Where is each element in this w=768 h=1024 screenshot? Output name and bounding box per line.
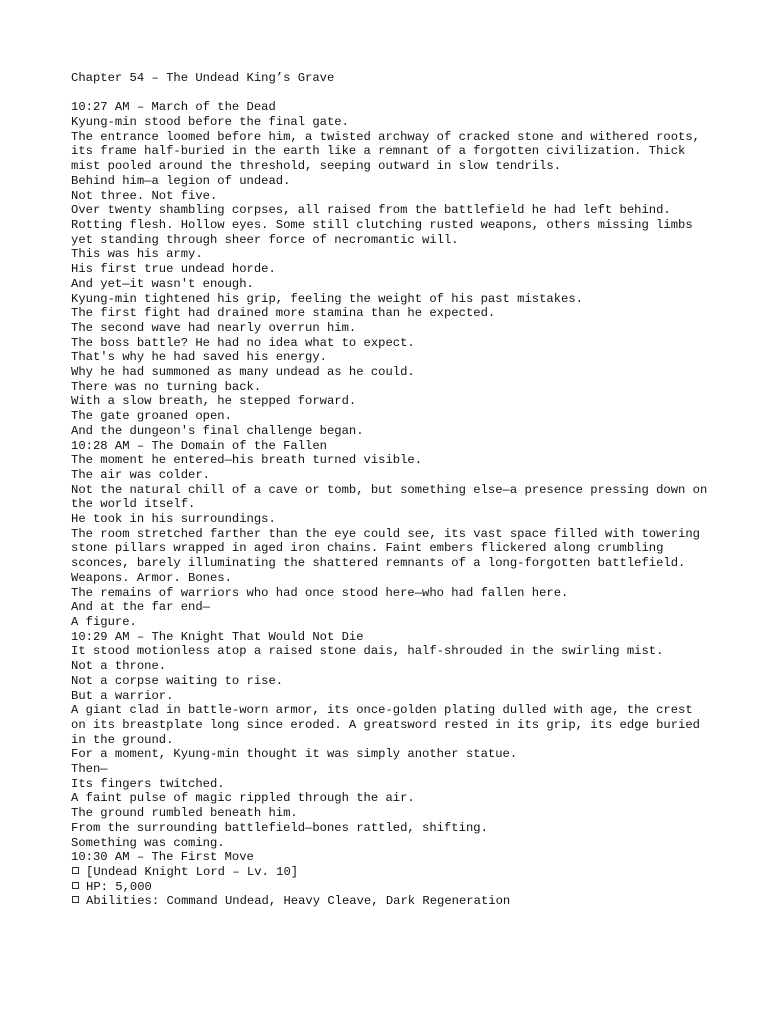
text-line: The gate groaned open. [71, 409, 232, 424]
bullet-text: Abilities: Command Undead, Heavy Cleave, Dark Regeneration [86, 894, 511, 909]
square-bullet-icon [72, 882, 79, 889]
text-line: His first true undead horde. [71, 262, 276, 277]
text-line: He took in his surroundings. [71, 512, 276, 527]
text-line: Then— [71, 762, 108, 777]
text-line: Not a throne. [71, 659, 167, 674]
text-line: The room stretched farther than the eye could see, its vast space filled with towering stone pillars wrapped in aged iron chains. Faint embers flickered along crumbling sconces, barely illuminating the shattered remnants of a long-forgotten battlefield. [71, 526, 708, 571]
text-line: A figure. [71, 614, 137, 629]
document-page [71, 71, 715, 909]
text-line: The first fight had drained more stamina than he expected. [71, 306, 496, 321]
text-line: Weapons. Armor. Bones. [71, 570, 232, 585]
text-line: The ground rumbled beneath him. [71, 806, 298, 821]
square-bullet-icon [72, 867, 79, 874]
text-line: The second wave had nearly overrun him. [71, 320, 357, 335]
text-line: The entrance loomed before him, a twisted archway of cracked stone and withered roots, its frame half-buried in the earth like a remnant of a forgotten civilization. Thick mist pooled around the threshold, seeping outward in slow tendrils. [71, 129, 708, 174]
text-line: Not a corpse waiting to rise. [71, 673, 284, 688]
text-line: 10:27 AM – March of the Dead [71, 100, 276, 115]
text-line: Not the natural chill of a cave or tomb, but something else—a presence pressing down on the world itself. [71, 482, 715, 512]
text-line: 10:30 AM – The First Move [71, 850, 254, 865]
text-line: And at the far end— [71, 600, 210, 615]
text-line: 10:28 AM – The Domain of the Fallen [71, 438, 327, 453]
text-line: Behind him—a legion of undead. [71, 173, 291, 188]
text-line: The air was colder. [71, 467, 210, 482]
stat-list [71, 865, 711, 909]
text-line: There was no turning back. [71, 379, 262, 394]
text-line: But a warrior. [71, 688, 174, 703]
bullet-item [71, 865, 711, 880]
text-line: Over twenty shambling corpses, all raised from the battlefield he had left behind. [71, 203, 671, 218]
text-line: For a moment, Kyung-min thought it was simply another statue. [71, 747, 518, 762]
text-line: Why he had summoned as many undead as he could. [71, 365, 415, 380]
text-line: Rotting flesh. Hollow eyes. Some still clutching rusted weapons, others missing limbs yet standing through sheer force of necromantic will. [71, 218, 700, 247]
square-bullet-icon [72, 896, 79, 903]
text-line: The remains of warriors who had once stood here—who had fallen here. [71, 585, 569, 600]
text-line: The moment he entered—his breath turned visible. [71, 453, 423, 468]
chapter-title: Chapter 54 – The Undead King’s Grave [71, 71, 335, 85]
text-line: That's why he had saved his energy. [71, 350, 327, 365]
text-line: Not three. Not five. [71, 188, 218, 203]
text-line: And the dungeon's final challenge began. [71, 423, 364, 438]
bullet-item [71, 894, 711, 909]
text-line: Its fingers twitched. [71, 776, 225, 791]
text-line: Something was coming. [71, 835, 225, 850]
bullet-text: HP: 5,000 [86, 879, 152, 894]
text-line: A faint pulse of magic rippled through the air. [71, 791, 415, 806]
text-line: Kyung-min stood before the final gate. [71, 115, 349, 130]
text-line: Kyung-min tightened his grip, feeling the weight of his past mistakes. [71, 291, 583, 306]
text-line: From the surrounding battlefield—bones rattled, shifting. [71, 820, 488, 835]
text-line: The boss battle? He had no idea what to expect. [71, 335, 415, 350]
text-line: This was his army. [71, 247, 203, 262]
text-line: And yet—it wasn't enough. [71, 276, 254, 291]
bullet-text: [Undead Knight Lord – Lv. 10] [86, 864, 299, 879]
blank-line [71, 86, 711, 101]
text-line: 10:29 AM – The Knight That Would Not Die [71, 629, 364, 644]
bullet-item [71, 880, 711, 895]
document-body [71, 100, 715, 865]
text-line: A giant clad in battle-worn armor, its once-golden plating dulled with age, the crest on its breastplate long since eroded. A greatsword rested in its grip, its edge buried in the ground. [71, 703, 708, 747]
text-line: It stood motionless atop a raised stone dais, half-shrouded in the swirling mist. [71, 644, 664, 659]
text-line: With a slow breath, he stepped forward. [71, 394, 357, 409]
